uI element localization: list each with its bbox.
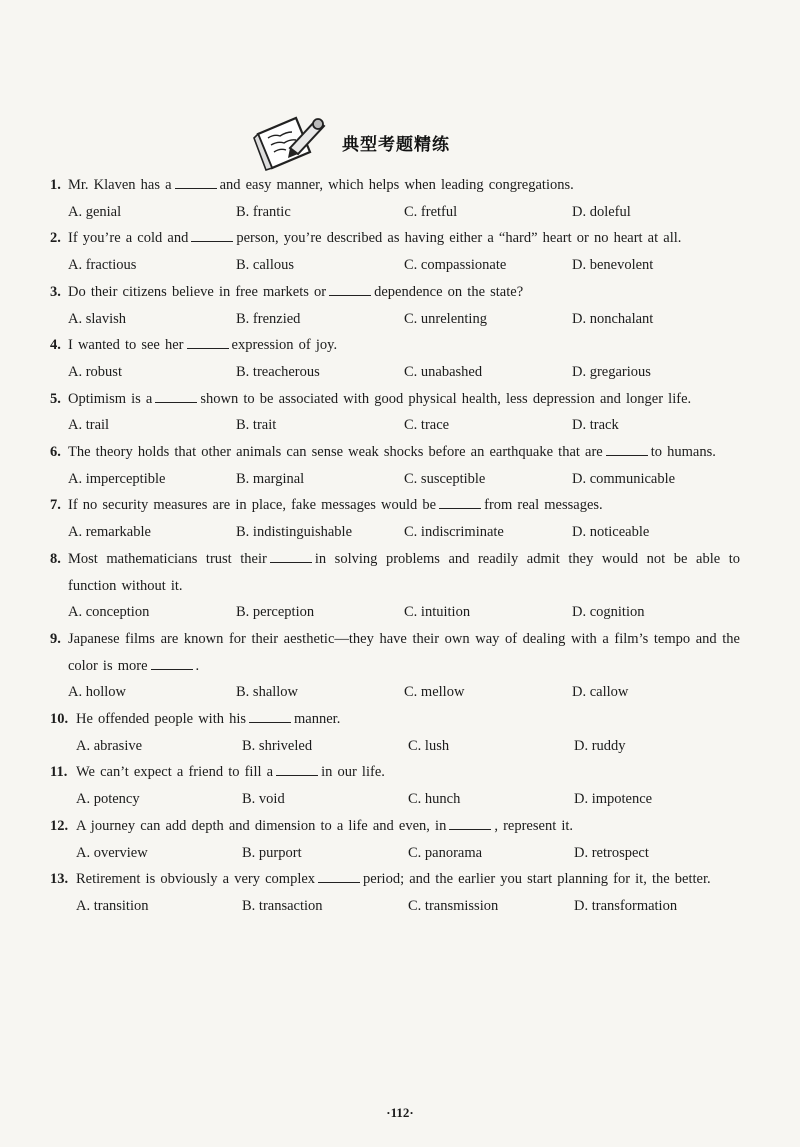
answer-blank — [318, 870, 360, 883]
option-b: B. treacherous — [236, 363, 320, 380]
question-number: 7. — [50, 497, 61, 514]
question-number: 6. — [50, 444, 61, 461]
question-text: He offended people with his manner. — [76, 711, 341, 728]
option-c: C. hunch — [408, 791, 461, 808]
option-d: D. nonchalant — [572, 310, 654, 327]
question-text: Do their citizens believe in free markets or dependence on the state? — [68, 283, 524, 300]
option-d: D. ruddy — [574, 737, 626, 754]
answer-blank — [187, 336, 229, 349]
question-number: 5. — [50, 390, 61, 407]
options-row — [50, 306, 740, 333]
question-number: 3. — [50, 283, 61, 300]
answer-blank — [270, 550, 312, 563]
options-row — [50, 199, 740, 226]
option-c: C. susceptible — [404, 470, 486, 487]
answer-blank — [249, 710, 291, 723]
options-row — [50, 359, 740, 386]
question-number: 1. — [50, 177, 61, 193]
option-a: A. fractious — [68, 257, 137, 274]
options-row — [50, 519, 740, 546]
question-text: A journey can add depth and dimension to a life and even, in , represent it. — [76, 817, 574, 834]
option-c: C. indiscriminate — [404, 524, 504, 541]
option-c: C. lush — [408, 737, 450, 754]
option-b: B. shriveled — [242, 737, 313, 754]
question-number: 4. — [50, 337, 61, 354]
section-header — [0, 108, 800, 172]
option-d: D. transformation — [574, 897, 678, 914]
option-a: A. imperceptible — [68, 470, 166, 487]
question-number: 9. — [50, 630, 61, 647]
question-item — [50, 706, 740, 759]
option-d: D. doleful — [572, 203, 631, 220]
question-item — [50, 492, 740, 545]
question-item — [50, 279, 740, 332]
option-a: A. conception — [68, 604, 150, 621]
question-list — [50, 172, 740, 920]
answer-blank — [276, 763, 318, 776]
options-row — [50, 599, 740, 626]
option-d: D. cognition — [572, 604, 645, 621]
option-d: D. impotence — [574, 791, 653, 808]
option-c: C. trace — [404, 417, 450, 434]
question-item — [50, 813, 740, 866]
option-a: A. potency — [76, 791, 140, 808]
page-number: ·112· — [386, 1105, 414, 1120]
question-number: 11. — [50, 764, 68, 781]
answer-blank — [439, 496, 481, 509]
option-b: B. indistinguishable — [236, 524, 352, 541]
option-a: A. trail — [68, 417, 110, 434]
paper-and-pen-icon — [252, 112, 332, 172]
option-d: D. benevolent — [572, 257, 654, 274]
answer-blank — [449, 817, 491, 830]
option-a: A. genial — [68, 203, 122, 220]
option-d: D. retrospect — [574, 844, 649, 861]
question-text: We can’t expect a friend to fill a in our life. — [76, 764, 385, 781]
option-b: B. transaction — [242, 897, 323, 914]
question-item — [50, 172, 740, 225]
option-b: B. purport — [242, 844, 302, 861]
options-row — [50, 840, 740, 867]
question-number: 8. — [50, 550, 61, 567]
option-c: C. fretful — [404, 203, 458, 220]
question-text: Most mathematicians trust their in solving problems and readily admit they would not be able to function without it. — [68, 550, 740, 594]
answer-blank — [329, 283, 371, 296]
option-a: A. remarkable — [68, 524, 151, 541]
question-number: 12. — [50, 817, 69, 834]
question-item — [50, 759, 740, 812]
question-item — [50, 225, 740, 278]
question-item — [50, 866, 740, 919]
question-text: If you’re a cold and person, you’re described as having either a “hard” heart or no heart at all. — [68, 230, 682, 247]
option-a: A. transition — [76, 897, 149, 914]
option-b: B. frenzied — [236, 310, 301, 327]
question-text: If no security measures are in place, fake messages would be from real messages. — [68, 497, 603, 514]
options-row — [50, 466, 740, 493]
answer-blank — [175, 176, 217, 189]
option-c: C. mellow — [404, 684, 465, 701]
question-number: 2. — [50, 230, 61, 247]
question-text: Mr. Klaven has a and easy manner, which helps when leading congregations. — [68, 177, 574, 193]
answer-blank — [151, 657, 193, 670]
option-c: C. intuition — [404, 604, 471, 621]
option-a: A. slavish — [68, 310, 126, 327]
answer-blank — [191, 229, 233, 242]
question-text: Retirement is obviously a very complex period; and the earlier you start planning for it, the better. — [76, 871, 711, 888]
question-item — [50, 546, 740, 626]
answer-blank — [155, 390, 197, 403]
question-number: 13. — [50, 871, 69, 888]
option-b: B. void — [242, 791, 285, 808]
answer-blank — [606, 443, 648, 456]
options-row — [50, 893, 740, 920]
option-b: B. callous — [236, 257, 294, 274]
option-c: C. unabashed — [404, 363, 483, 380]
option-c: C. compassionate — [404, 257, 507, 274]
option-b: B. frantic — [236, 203, 291, 220]
option-b: B. shallow — [236, 684, 299, 701]
options-row — [50, 733, 740, 760]
question-item — [50, 626, 740, 706]
question-number: 10. — [50, 711, 69, 728]
section-title: 典型考题精练 — [342, 135, 450, 155]
option-d: D. callow — [572, 684, 629, 701]
question-text: Japanese films are known for their aesthetic—they have their own way of dealing with a film’s tempo and the color is more . — [68, 630, 740, 674]
option-c: C. transmission — [408, 897, 499, 914]
option-c: C. panorama — [408, 844, 483, 861]
option-a: A. robust — [68, 363, 122, 380]
option-d: D. communicable — [572, 470, 676, 487]
question-text: I wanted to see her expression of joy. — [68, 337, 338, 354]
options-row — [50, 679, 740, 706]
option-a: A. hollow — [68, 684, 126, 701]
options-row — [50, 252, 740, 279]
question-item — [50, 332, 740, 385]
question-item — [50, 386, 740, 439]
question-text: The theory holds that other animals can sense weak shocks before an earthquake that are to humans. — [68, 444, 716, 461]
question-item — [50, 439, 740, 492]
option-b: B. trait — [236, 417, 277, 434]
option-b: B. marginal — [236, 470, 305, 487]
option-a: A. overview — [76, 844, 148, 861]
question-text: Optimism is a shown to be associated with good physical health, less depression and longer life. — [68, 390, 692, 407]
options-row — [50, 412, 740, 439]
option-d: D. gregarious — [572, 363, 651, 380]
option-b: B. perception — [236, 604, 315, 621]
option-a: A. abrasive — [76, 737, 143, 754]
option-c: C. unrelenting — [404, 310, 487, 327]
option-d: D. noticeable — [572, 524, 650, 541]
option-d: D. track — [572, 417, 619, 434]
options-row — [50, 786, 740, 813]
